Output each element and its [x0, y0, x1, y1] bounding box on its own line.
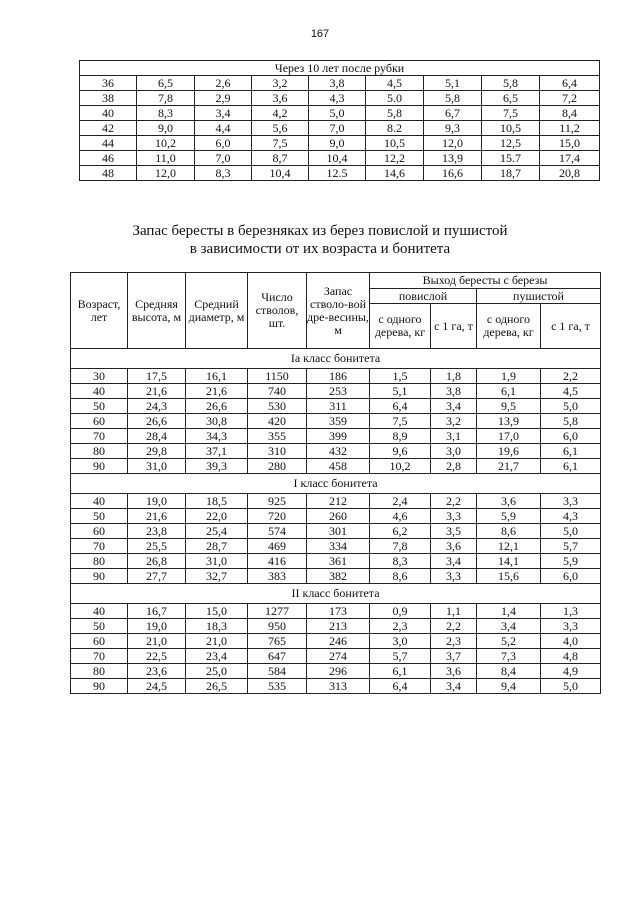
table-cell: 7,8 [137, 91, 195, 106]
table-cell: 48 [80, 166, 137, 181]
regrowth-table [79, 60, 600, 181]
table-cell: 2,2 [431, 619, 477, 634]
table-row [71, 429, 601, 444]
table-cell: 5,7 [370, 649, 431, 664]
table-cell: 10,4 [252, 166, 309, 181]
header-age: Возраст, лет [71, 273, 128, 349]
table-cell: 7,8 [370, 539, 431, 554]
table-cell: 21,0 [128, 634, 186, 649]
header-per-tree-pubescens: с одного дерева, кг [477, 304, 541, 349]
table-cell: 12,2 [366, 151, 424, 166]
table-cell: 50 [71, 399, 128, 414]
table-cell: 8,3 [370, 554, 431, 569]
table-cell: 30,8 [186, 414, 248, 429]
table-cell: 950 [248, 619, 307, 634]
table-cell: 301 [307, 524, 370, 539]
table-cell: 5,8 [482, 76, 540, 91]
table-cell: 1277 [248, 604, 307, 619]
table-cell: 3,3 [541, 619, 601, 634]
table-cell: 70 [71, 649, 128, 664]
table-row [71, 384, 601, 399]
table-cell: 6,4 [540, 76, 600, 91]
table-cell: 9,4 [477, 679, 541, 694]
table-cell: 310 [248, 444, 307, 459]
table-row [71, 524, 601, 539]
table-cell: 1,9 [477, 369, 541, 384]
table-cell: 23,4 [186, 649, 248, 664]
table-cell: 6,1 [370, 664, 431, 679]
table-cell: 10,2 [370, 459, 431, 474]
title-line-1: Запас бересты в березняках из берез повислой и пушистой [132, 223, 508, 239]
table-row [71, 509, 601, 524]
table-cell: 4,4 [195, 121, 252, 136]
table-cell: 6,4 [370, 399, 431, 414]
table-cell: 6,1 [541, 444, 601, 459]
table-cell: 90 [71, 679, 128, 694]
table-cell: 6,5 [482, 91, 540, 106]
table-cell: 10,4 [309, 151, 366, 166]
table-row [71, 369, 601, 384]
table-cell: 4,6 [370, 509, 431, 524]
table-cell: 4,2 [252, 106, 309, 121]
table-cell: 8,9 [370, 429, 431, 444]
table-row [71, 554, 601, 569]
table-cell: 3,4 [195, 106, 252, 121]
table-cell: 296 [307, 664, 370, 679]
table-cell: 7,2 [540, 91, 600, 106]
page-title [0, 222, 640, 258]
header-pendula: повислой [370, 289, 477, 304]
table-cell: 28,4 [128, 429, 186, 444]
table-cell: 36 [80, 76, 137, 91]
section-header-row [71, 474, 601, 494]
table-cell: 26,6 [186, 399, 248, 414]
table-cell: 5,0 [541, 679, 601, 694]
table-cell: 27,7 [128, 569, 186, 584]
table-cell: 4,3 [309, 91, 366, 106]
table-cell: 5,1 [424, 76, 482, 91]
table-cell: 8.2 [366, 121, 424, 136]
table-cell: 334 [307, 539, 370, 554]
header-wood-stock: Запас стволо-вой дре-весины, м [307, 273, 370, 349]
table-cell: 6,4 [370, 679, 431, 694]
table-cell: 80 [71, 664, 128, 679]
table-cell: 382 [307, 569, 370, 584]
table-caption: Через 10 лет после рубки [80, 61, 600, 76]
table-cell: 21,6 [128, 384, 186, 399]
table-cell: 530 [248, 399, 307, 414]
table-cell: 9,3 [424, 121, 482, 136]
section-title: I класс бонитета [71, 474, 601, 494]
table-cell: 8,4 [540, 106, 600, 121]
table-cell: 26,5 [186, 679, 248, 694]
table-cell: 19,6 [477, 444, 541, 459]
table-cell: 0,9 [370, 604, 431, 619]
header-diameter: Средний диаметр, м [186, 273, 248, 349]
table-cell: 17,5 [128, 369, 186, 384]
table-cell: 925 [248, 494, 307, 509]
table-cell: 274 [307, 649, 370, 664]
table-cell: 355 [248, 429, 307, 444]
table-row [71, 664, 601, 679]
table-cell: 40 [71, 384, 128, 399]
table-cell: 3,8 [431, 384, 477, 399]
table-cell: 19,0 [128, 494, 186, 509]
table-cell: 313 [307, 679, 370, 694]
table-cell: 46 [80, 151, 137, 166]
table-cell: 8,3 [137, 106, 195, 121]
title-line-2: в зависимости от их возраста и бонитета [189, 241, 451, 257]
table-cell: 5,8 [366, 106, 424, 121]
table-cell: 23,6 [128, 664, 186, 679]
table-cell: 213 [307, 619, 370, 634]
table-cell: 6,5 [137, 76, 195, 91]
table-cell: 311 [307, 399, 370, 414]
table-cell: 42 [80, 121, 137, 136]
table-cell: 212 [307, 494, 370, 509]
table-cell: 765 [248, 634, 307, 649]
table-cell: 28,7 [186, 539, 248, 554]
table-cell: 9,0 [309, 136, 366, 151]
table-cell: 1150 [248, 369, 307, 384]
table-cell: 7,5 [252, 136, 309, 151]
table-cell: 260 [307, 509, 370, 524]
table-cell: 21,7 [477, 459, 541, 474]
table-cell: 3,7 [431, 649, 477, 664]
table-row [80, 121, 600, 136]
table-cell: 30 [71, 369, 128, 384]
table-row [71, 679, 601, 694]
table-cell: 23,8 [128, 524, 186, 539]
section-title: Ia класс бонитета [71, 349, 601, 369]
table-cell: 70 [71, 539, 128, 554]
table-cell: 4,5 [366, 76, 424, 91]
table-cell: 16,7 [128, 604, 186, 619]
table-cell: 15,0 [186, 604, 248, 619]
table-cell: 2,3 [431, 634, 477, 649]
table-cell: 5,9 [477, 509, 541, 524]
table-cell: 3,6 [477, 494, 541, 509]
table-cell: 6,7 [424, 106, 482, 121]
table-cell: 5,9 [541, 554, 601, 569]
table-cell: 359 [307, 414, 370, 429]
table-cell: 6,2 [370, 524, 431, 539]
table-cell: 40 [71, 604, 128, 619]
table-cell: 9,5 [477, 399, 541, 414]
table-row [80, 106, 600, 121]
table-cell: 253 [307, 384, 370, 399]
table-cell: 458 [307, 459, 370, 474]
table-cell: 280 [248, 459, 307, 474]
table-cell: 3,4 [431, 399, 477, 414]
table-cell: 8,4 [477, 664, 541, 679]
table-cell: 5,6 [252, 121, 309, 136]
table-cell: 12,0 [424, 136, 482, 151]
table-cell: 14,6 [366, 166, 424, 181]
table-cell: 2,8 [431, 459, 477, 474]
table-cell: 11,0 [137, 151, 195, 166]
table-cell: 29,8 [128, 444, 186, 459]
table-cell: 3,1 [431, 429, 477, 444]
table-cell: 60 [71, 634, 128, 649]
table-cell: 18,5 [186, 494, 248, 509]
table-cell: 21,6 [128, 509, 186, 524]
table-cell: 9,6 [370, 444, 431, 459]
table-cell: 1,3 [541, 604, 601, 619]
table-row [71, 649, 601, 664]
header-bark-yield: Выход бересты с березы [370, 273, 601, 289]
table-cell: 34,3 [186, 429, 248, 444]
table-cell: 8,6 [370, 569, 431, 584]
table-cell: 383 [248, 569, 307, 584]
table-cell: 80 [71, 554, 128, 569]
table-row [71, 569, 601, 584]
table-cell: 6,0 [541, 429, 601, 444]
header-per-ha-pubescens: с 1 га, т [541, 304, 601, 349]
table-cell: 3,5 [431, 524, 477, 539]
table-cell: 16,6 [424, 166, 482, 181]
table-cell: 90 [71, 569, 128, 584]
table-cell: 647 [248, 649, 307, 664]
table-cell: 3,3 [431, 509, 477, 524]
table-cell: 4,9 [541, 664, 601, 679]
table-row [80, 151, 600, 166]
table-cell: 24,5 [128, 679, 186, 694]
table-cell: 3,6 [431, 664, 477, 679]
table-cell: 80 [71, 444, 128, 459]
table-cell: 8,6 [477, 524, 541, 539]
birch-bark-table [70, 272, 601, 694]
table-cell: 361 [307, 554, 370, 569]
table-cell: 10,5 [482, 121, 540, 136]
table-cell: 3,2 [431, 414, 477, 429]
table-row [71, 459, 601, 474]
table-cell: 6,0 [541, 569, 601, 584]
table-cell: 4,3 [541, 509, 601, 524]
table-row [80, 76, 600, 91]
table-cell: 31,0 [186, 554, 248, 569]
table-cell: 7,5 [370, 414, 431, 429]
table-cell: 16,1 [186, 369, 248, 384]
table-cell: 38 [80, 91, 137, 106]
table-cell: 432 [307, 444, 370, 459]
table-cell: 7,0 [195, 151, 252, 166]
table-cell: 13,9 [424, 151, 482, 166]
table-cell: 186 [307, 369, 370, 384]
table-cell: 5.0 [366, 91, 424, 106]
table-cell: 3,4 [477, 619, 541, 634]
table-cell: 50 [71, 509, 128, 524]
table-cell: 2,9 [195, 91, 252, 106]
table-cell: 2,6 [195, 76, 252, 91]
table-cell: 12.5 [309, 166, 366, 181]
table-cell: 6,1 [541, 459, 601, 474]
table-cell: 574 [248, 524, 307, 539]
section-header-row [71, 584, 601, 604]
table-row [71, 604, 601, 619]
table-cell: 11,2 [540, 121, 600, 136]
table-cell: 17,4 [540, 151, 600, 166]
table-cell: 7,5 [482, 106, 540, 121]
page-number: 167 [310, 28, 330, 40]
table-cell: 584 [248, 664, 307, 679]
table-cell: 90 [71, 459, 128, 474]
table-cell: 18,7 [482, 166, 540, 181]
table-cell: 3,2 [252, 76, 309, 91]
table-cell: 4,0 [541, 634, 601, 649]
table-cell: 24,3 [128, 399, 186, 414]
table-cell: 1,1 [431, 604, 477, 619]
table-cell: 5,8 [541, 414, 601, 429]
table-cell: 60 [71, 524, 128, 539]
header-pubescens: пушистой [477, 289, 601, 304]
table-cell: 12,1 [477, 539, 541, 554]
table-cell: 20,8 [540, 166, 600, 181]
table-cell: 3,0 [431, 444, 477, 459]
table-cell: 13,9 [477, 414, 541, 429]
table-cell: 40 [71, 494, 128, 509]
table-cell: 5,2 [477, 634, 541, 649]
table-cell: 37,1 [186, 444, 248, 459]
table-cell: 6,0 [195, 136, 252, 151]
table-cell: 3,6 [252, 91, 309, 106]
section-title: II класс бонитета [71, 584, 601, 604]
table-row [71, 494, 601, 509]
table-row [71, 399, 601, 414]
table-cell: 8,7 [252, 151, 309, 166]
table-cell: 9,0 [137, 121, 195, 136]
table-cell: 3,6 [431, 539, 477, 554]
table-cell: 70 [71, 429, 128, 444]
table-cell: 25,4 [186, 524, 248, 539]
table-cell: 6,1 [477, 384, 541, 399]
table-cell: 10,5 [366, 136, 424, 151]
table-row [80, 166, 600, 181]
table-cell: 416 [248, 554, 307, 569]
table-cell: 1,8 [431, 369, 477, 384]
table-row [71, 634, 601, 649]
table-cell: 420 [248, 414, 307, 429]
table-cell: 22,5 [128, 649, 186, 664]
table-row [71, 619, 601, 634]
table-cell: 25,0 [186, 664, 248, 679]
table-cell: 15,0 [540, 136, 600, 151]
table-cell: 2,2 [431, 494, 477, 509]
header-stem-count: Число стволов, шт. [248, 273, 307, 349]
table-cell: 15,6 [477, 569, 541, 584]
table-cell: 4,5 [541, 384, 601, 399]
table-cell: 18,3 [186, 619, 248, 634]
table-cell: 3,4 [431, 554, 477, 569]
table-cell: 720 [248, 509, 307, 524]
table-cell: 469 [248, 539, 307, 554]
table-cell: 399 [307, 429, 370, 444]
table-cell: 12,0 [137, 166, 195, 181]
table-cell: 5,0 [309, 106, 366, 121]
table-cell: 1,4 [477, 604, 541, 619]
table-cell: 10,2 [137, 136, 195, 151]
table-cell: 173 [307, 604, 370, 619]
table-row [80, 91, 600, 106]
table-cell: 25,5 [128, 539, 186, 554]
table-cell: 17,0 [477, 429, 541, 444]
table-cell: 5,7 [541, 539, 601, 554]
table-cell: 3,3 [541, 494, 601, 509]
table-cell: 14,1 [477, 554, 541, 569]
table-cell: 535 [248, 679, 307, 694]
table-cell: 2,2 [541, 369, 601, 384]
table-cell: 31,0 [128, 459, 186, 474]
table-cell: 246 [307, 634, 370, 649]
table-row [71, 414, 601, 429]
table-cell: 44 [80, 136, 137, 151]
table-row [71, 444, 601, 459]
table-caption-row [80, 61, 600, 76]
table-cell: 3,0 [370, 634, 431, 649]
table-cell: 740 [248, 384, 307, 399]
table-cell: 26,8 [128, 554, 186, 569]
table-cell: 50 [71, 619, 128, 634]
table-cell: 21,0 [186, 634, 248, 649]
table-cell: 3,4 [431, 679, 477, 694]
header-height: Средняя высота, м [128, 273, 186, 349]
table-cell: 4,8 [541, 649, 601, 664]
header-per-ha-pendula: с 1 га, т [431, 304, 477, 349]
table-cell: 3,3 [431, 569, 477, 584]
table-cell: 22,0 [186, 509, 248, 524]
table-cell: 32,7 [186, 569, 248, 584]
table-cell: 2,3 [370, 619, 431, 634]
table-cell: 3,8 [309, 76, 366, 91]
table-cell: 39,3 [186, 459, 248, 474]
table-cell: 21,6 [186, 384, 248, 399]
header-per-tree-pendula: с одного дерева, кг [370, 304, 431, 349]
table-cell: 19,0 [128, 619, 186, 634]
table-cell: 7,3 [477, 649, 541, 664]
table-row [71, 539, 601, 554]
table-cell: 15.7 [482, 151, 540, 166]
table-cell: 5,0 [541, 399, 601, 414]
section-header-row [71, 349, 601, 369]
table-cell: 8,3 [195, 166, 252, 181]
table-cell: 7,0 [309, 121, 366, 136]
table-row [80, 136, 600, 151]
table-cell: 5,0 [541, 524, 601, 539]
table-cell: 40 [80, 106, 137, 121]
table-cell: 12,5 [482, 136, 540, 151]
table-cell: 5,1 [370, 384, 431, 399]
table-cell: 26,6 [128, 414, 186, 429]
table-cell: 60 [71, 414, 128, 429]
table-cell: 5,8 [424, 91, 482, 106]
table-cell: 2,4 [370, 494, 431, 509]
table-cell: 1,5 [370, 369, 431, 384]
